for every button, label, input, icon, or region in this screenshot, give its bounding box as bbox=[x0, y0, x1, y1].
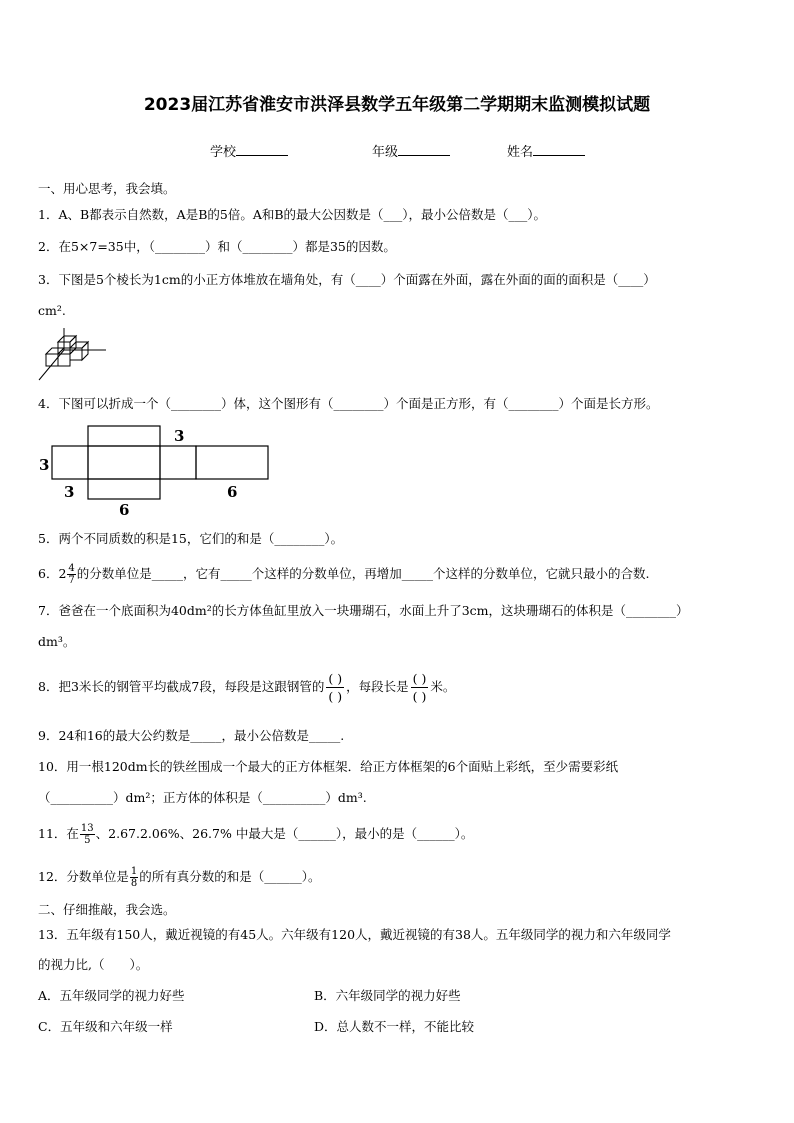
blank-fraction-2: ( ) ( ) bbox=[412, 671, 427, 704]
question-10: 10．用一根120dm长的铁丝围成一个最大的正方体框架．给正方体框架的6个面贴上彩纸，至少需要彩纸 bbox=[38, 759, 619, 774]
exam-title: 2023届江苏省淮安市洪泽县数学五年级第二学期期末监测模拟试题 bbox=[143, 95, 651, 115]
question-7: 7．爸爸在一个底面积为40dm²的长方体鱼缸里放入一块珊瑚石，水面上升了3cm，这块珊瑚石的体积是（________） bbox=[38, 603, 689, 618]
blank-fraction-1: ( ) ( ) bbox=[328, 671, 343, 704]
question-10-cont: （__________）dm²；正方体的体积是（__________）dm³. bbox=[38, 790, 367, 805]
grade-field: 年级 bbox=[372, 141, 450, 160]
question-11: 11．在 $\frac{13}{5}$ 、2.67.2.06%、26.7% 中最大是（______），最小的是（______）。 bbox=[38, 823, 474, 846]
question-3: 3．下图是5个棱长为1cm的小正方体堆放在墙角处，有（____）个面露在外面，露在外面的面的面积是（____） bbox=[38, 272, 656, 287]
box-net-figure bbox=[34, 422, 274, 520]
school-field: 学校 bbox=[210, 141, 288, 160]
net-label-bottom-mid: 6 bbox=[119, 501, 130, 519]
cube-stack-figure bbox=[34, 328, 114, 382]
fraction-4-7: $\frac{4}{7}$ bbox=[68, 563, 75, 586]
net-label-bottom-right: 6 bbox=[227, 483, 238, 501]
question-13: 13．五年级有150人，戴近视镜的有45人。六年级有120人，戴近视镜的有38人。五年级同学的视力和六年级同学 bbox=[38, 927, 671, 942]
option-b[interactable]: B．六年级同学的视力好些 bbox=[314, 988, 461, 1003]
question-4: 4．下图可以折成一个（________）体，这个图形有（________）个面是正方形，有（________）个面是长方形。 bbox=[38, 396, 659, 411]
section-heading-1: 一、用心思考，我会填。 bbox=[38, 181, 176, 196]
option-d[interactable]: D．总人数不一样，不能比较 bbox=[314, 1019, 475, 1034]
question-13-cont: 的视力比,（ ）。 bbox=[38, 957, 149, 972]
question-2: 2．在5×7=35中，（________）和（________）都是35的因数。 bbox=[38, 239, 396, 254]
question-7-unit: dm³。 bbox=[38, 634, 76, 649]
option-a[interactable]: A．五年级同学的视力好些 bbox=[38, 988, 185, 1003]
section-heading-2: 二、仔细推敲，我会选。 bbox=[38, 902, 176, 917]
question-1: 1．A、B都表示自然数，A是B的5倍。A和B的最大公因数是（___），最小公倍数是（___）。 bbox=[38, 207, 547, 222]
net-label-top: 3 bbox=[174, 427, 185, 445]
option-c[interactable]: C．五年级和六年级一样 bbox=[38, 1019, 173, 1034]
question-9: 9．24和16的最大公约数是_____，最小公倍数是_____. bbox=[38, 728, 345, 743]
fraction-1-8: $\frac{1}{8}$ bbox=[130, 866, 138, 889]
net-label-bottom-left: 3 bbox=[64, 483, 75, 501]
question-12: 12．分数单位是 $\frac{1}{8}$ 的所有真分数的和是（______）。 bbox=[38, 866, 321, 889]
name-field: 姓名 bbox=[507, 141, 585, 160]
question-3-unit: cm². bbox=[38, 303, 66, 318]
question-8: 8．把3米长的钢管平均截成7段，每段是这跟钢管的 ( ) ( ) ，每段长是 ( ) ( ) 米。 bbox=[38, 671, 456, 704]
question-5: 5．两个不同质数的积是15，它们的和是（________）。 bbox=[38, 531, 344, 546]
fraction-13-5: $\frac{13}{5}$ bbox=[80, 823, 94, 846]
net-label-left: 3 bbox=[39, 456, 50, 474]
question-6: 6．2 $\frac{4}{7}$ 的分数单位是_____，它有_____个这样的分数单位，再增加_____个这样的分数单位，它就只最小的合数. bbox=[38, 563, 650, 586]
